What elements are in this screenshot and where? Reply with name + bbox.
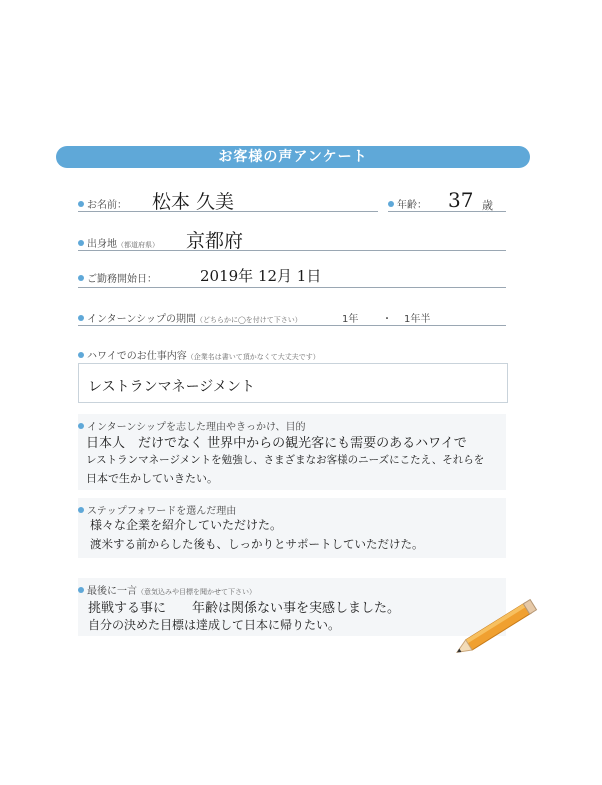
bullet-icon <box>78 240 84 246</box>
reason-line-1: 日本人 だけでなく 世界中からの観光客にも需要のあるハワイで <box>86 436 467 451</box>
period-option-2: 1年半 <box>404 314 431 325</box>
final-line-1: 挑戦する事に 年齢は関係ない事を実感しました。 <box>88 601 401 616</box>
start-date-value: 2019年 12月 1日 <box>200 267 322 285</box>
stepforward-line-2: 渡米する前からした後も、しっかりとサポートしていただけた。 <box>90 537 424 551</box>
stepforward-label: ステップフォワードを選んだ理由 <box>78 502 236 517</box>
age-label: 年齢： <box>388 196 427 211</box>
final-line-2: 自分の決めた目標は達成して日本に帰りたい。 <box>88 618 341 632</box>
period-label: インターンシップの期間（どちらかに◯を付けて下さい） <box>78 310 302 325</box>
pencil-icon <box>446 596 546 660</box>
hometown-label: 出身地（都道府県） <box>78 235 159 250</box>
name-value: 松本 久美 <box>152 191 235 213</box>
reason-line-3: 日本で生かしていきたい。 <box>86 472 218 485</box>
age-unit: 歳 <box>482 199 493 212</box>
bullet-icon <box>78 315 84 321</box>
bullet-icon <box>78 352 84 358</box>
job-value: レストランマネージメント <box>88 379 255 395</box>
hometown-value: 京都府 <box>186 230 244 252</box>
start-date-label: ご勤務開始日： <box>78 270 157 285</box>
reason-line-2: レストランマネージメントを勉強し、さまざまなお客様のニーズにこたえ、それらを <box>86 454 485 466</box>
bullet-icon <box>78 507 84 513</box>
survey-title: お客様の声アンケート <box>56 146 530 168</box>
period-separator: ・ <box>382 314 392 325</box>
reason-label: インターンシップを志した理由やきっかけ、目的 <box>78 418 306 433</box>
age-value: 37 <box>448 188 474 212</box>
bullet-icon <box>78 201 84 207</box>
period-option-1: 1年 <box>342 314 359 325</box>
bullet-icon <box>78 423 84 429</box>
job-label: ハワイでのお仕事内容（企業名は書いて頂かなくて大丈夫です） <box>78 347 320 362</box>
stepforward-line-1: 様々な企業を紹介していただけた。 <box>90 518 283 532</box>
name-label: お名前： <box>78 196 127 211</box>
bullet-icon <box>388 201 394 207</box>
bullet-icon <box>78 275 84 281</box>
bullet-icon <box>78 587 84 593</box>
final-label: 最後に一言（意気込みや目標を聞かせて下さい） <box>78 582 256 597</box>
